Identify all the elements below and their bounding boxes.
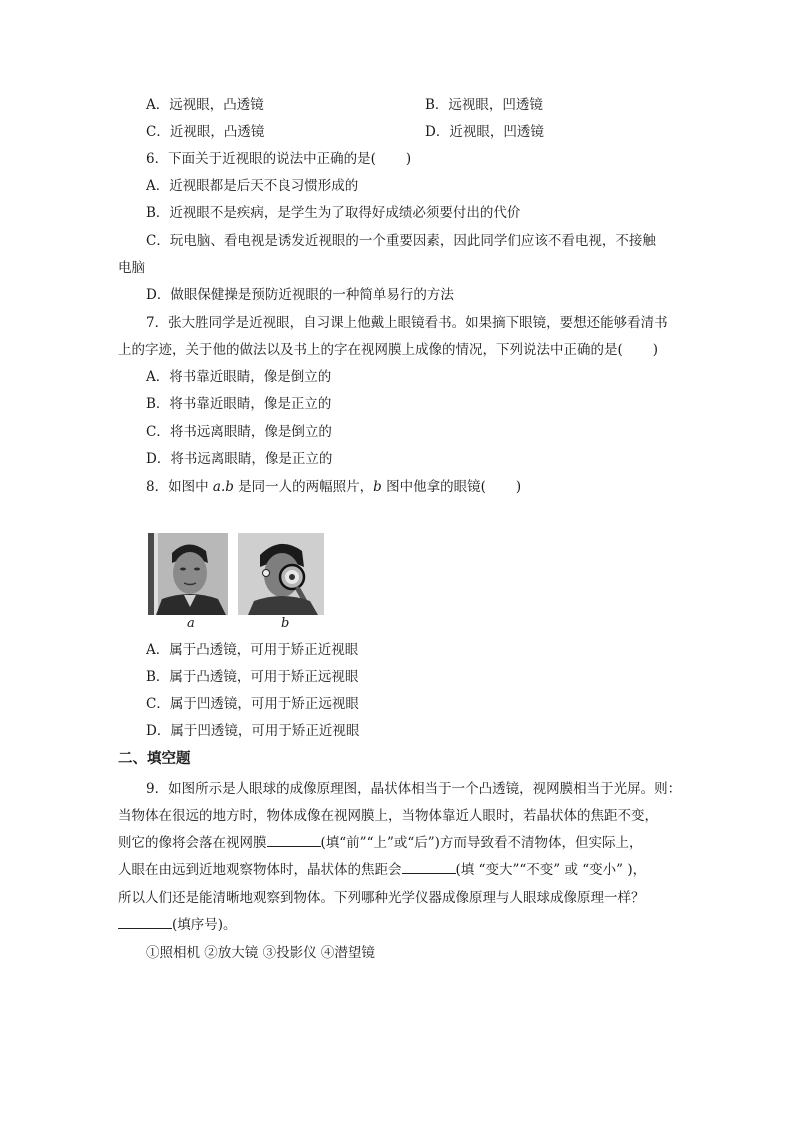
q8-stem-b: b [373, 479, 382, 495]
q7-stem-text: 上的字迹，关于他的做法以及书上的字在视网膜上成像的情况，下列说法中正确的是( [118, 342, 623, 358]
q9-line3-text-after: (填“前”“上”或“后”)方而导致看不清物体，但实际上， [320, 835, 643, 851]
q6-stem-text: 6．下面关于近视眼的说法中正确的是( [146, 151, 376, 167]
q9-line4-text: 人眼在由远到近地观察物体时，晶状体的焦距会 [118, 862, 402, 878]
q9-line3-text: 则它的像将会落在视网膜 [118, 835, 267, 851]
q8-stem [146, 478, 521, 496]
q8-option-b: B．属于凸透镜，可用于矫正远视眼 [146, 669, 359, 685]
q8-option-a: A．属于凸透镜，可用于矫正近视眼 [146, 642, 359, 658]
q9-line5: 所以人们还是能清晰地观察到物体。下列哪种光学仪器成像原理与人眼球成像原理一样？ [118, 890, 645, 906]
q5-option-b: B．远视眼，凹透镜 [425, 97, 543, 113]
q7-stem-line2 [118, 341, 658, 359]
q9-line4 [118, 861, 646, 879]
q7-option-d: D．将书远离眼睛，像是正立的 [146, 451, 333, 467]
q5-option-d: D．近视眼，凹透镜 [425, 124, 544, 140]
q6-option-d: D．做眼保健操是预防近视眼的一种简单易行的方法 [146, 287, 454, 303]
q8-stem-ab: a.b [212, 479, 234, 495]
photo-b-image [238, 533, 324, 615]
q5-option-a: A．远视眼，凸透镜 [146, 97, 264, 113]
q6-option-c-continued: 电脑 [118, 260, 145, 276]
q6-option-a: A．近视眼都是后天不良习惯形成的 [146, 178, 359, 194]
q9-blank-2[interactable] [402, 861, 456, 874]
q8-close-paren: ) [515, 479, 522, 495]
q8-option-c: C．属于凹透镜，可用于矫正远视眼 [146, 696, 359, 712]
q7-option-c: C．将书远离眼睛，像是倒立的 [146, 424, 332, 440]
photo-a-image [148, 533, 228, 615]
q7-close-paren: ) [652, 342, 659, 358]
q9-line6 [118, 916, 237, 934]
q8-stem-mid: 是同一人的两幅照片， [233, 479, 374, 495]
photo-b [238, 533, 324, 615]
photo-a-label: a [187, 616, 195, 631]
q6-option-b: B．近视眼不是疾病，是学生为了取得好成绩必须要付出的代价 [146, 205, 521, 221]
q6-stem [146, 150, 411, 168]
q6-option-c: C．玩电脑、看电视是诱发近视眼的一个重要因素，因此同学们应该不看电视，不接触 [146, 233, 656, 249]
q9-choices: ①照相机 ②放大镜 ③投影仪 ④潜望镜 [146, 945, 375, 961]
q8-stem-prefix: 8．如图中 [146, 479, 213, 495]
photo-a [148, 533, 228, 615]
q6-close-paren: ) [405, 151, 412, 167]
q9-line2: 当物体在很远的地方时，物体成像在视网膜上，当物体靠近人眼时，若晶状体的焦距不变， [118, 808, 658, 824]
q9-line4-text-after: (填 “变大”“不变” 或 “变小” )， [455, 862, 647, 878]
q7-stem-line1: 7．张大胜同学是近视眼，自习课上他戴上眼镜看书。如果摘下眼镜，要想还能够看清书 [146, 315, 668, 331]
q9-line3 [118, 834, 642, 852]
q8-stem-suffix: 图中他拿的眼镜( [381, 479, 486, 495]
section-fill-in-title: 二、填空题 [118, 751, 191, 767]
q9-line6-text: (填序号)。 [172, 917, 237, 933]
q9-line1: 9．如图所示是人眼球的成像原理图，晶状体相当于一个凸透镜，视网膜相当于光屏。则： [146, 781, 682, 797]
q9-blank-3[interactable] [118, 916, 172, 929]
q7-option-a: A．将书靠近眼睛，像是倒立的 [146, 369, 332, 385]
q8-option-d: D．属于凹透镜，可用于矫正近视眼 [146, 723, 360, 739]
q7-option-b: B．将书靠近眼睛，像是正立的 [146, 396, 332, 412]
q5-option-c: C．近视眼，凸透镜 [146, 124, 265, 140]
photo-b-label: b [281, 616, 290, 631]
q9-blank-1[interactable] [267, 834, 321, 847]
